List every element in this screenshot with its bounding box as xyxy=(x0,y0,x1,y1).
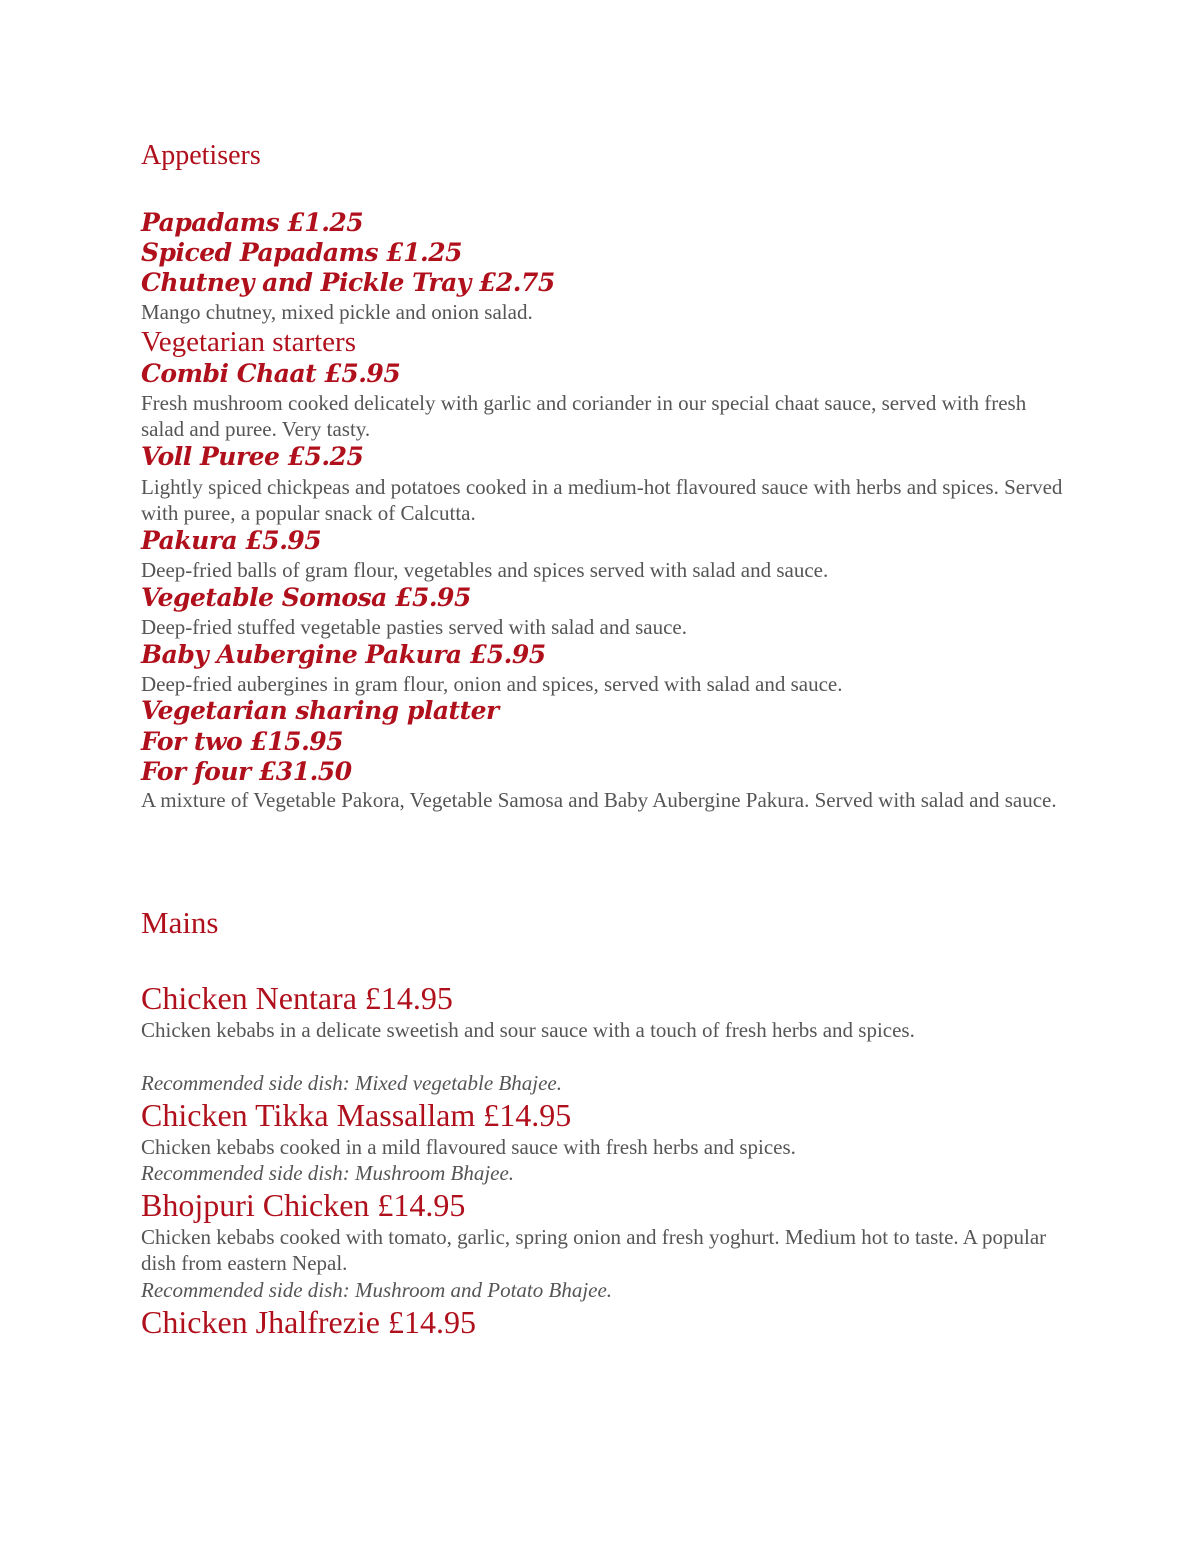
pakura-item: Pakura £5.95 xyxy=(141,526,322,555)
vegetarian-sharing-platter-item: Vegetarian sharing platter xyxy=(141,696,499,725)
chicken-tikka-massallam-item: Chicken Tikka Massallam £14.95 xyxy=(141,1097,572,1133)
pakura-description: Deep-fried balls of gram flour, vegetables and spices served with salad and sauce. xyxy=(141,558,829,582)
sharing-platter-for-four: For four £31.50 xyxy=(141,757,352,786)
bhojpuri-chicken-item: Bhojpuri Chicken £14.95 xyxy=(141,1187,466,1223)
appetisers-heading: Appetisers xyxy=(141,140,261,171)
vegetarian-starters-heading: Vegetarian starters xyxy=(141,326,356,358)
voll-puree-description: Lightly spiced chickpeas and potatoes cooked in a medium-hot flavoured sauce with herbs and spices. Served with puree, a popular snack of Calcutta. xyxy=(141,475,1063,525)
baby-aubergine-pakura-description: Deep-fried aubergines in gram flour, onion and spices, served with salad and sauce. xyxy=(141,672,843,696)
bhojpuri-chicken-description: Chicken kebabs cooked with tomato, garlic, spring onion and fresh yoghurt. Medium hot to taste. A popular dish from eastern Nepal. xyxy=(141,1225,1047,1275)
sharing-platter-for-two: For two £15.95 xyxy=(141,727,344,756)
chicken-nentara-item: Chicken Nentara £14.95 xyxy=(141,980,453,1016)
chicken-nentara-description: Chicken kebabs in a delicate sweetish and sour sauce with a touch of fresh herbs and spices. xyxy=(141,1018,915,1042)
spiced-papadams-item: Spiced Papadams £1.25 xyxy=(141,238,463,267)
combi-chaat-description: Fresh mushroom cooked delicately with garlic and coriander in our special chaat sauce, served with fresh salad and puree. Very tasty. xyxy=(141,391,1027,441)
chicken-tikka-massallam-recommendation: Recommended side dish: Mushroom Bhajee. xyxy=(141,1161,515,1185)
voll-puree-item: Voll Puree £5.25 xyxy=(141,442,364,471)
chicken-nentara-recommendation: Recommended side dish: Mixed vegetable Bhajee. xyxy=(141,1071,562,1095)
sharing-platter-description: A mixture of Vegetable Pakora, Vegetable Samosa and Baby Aubergine Pakura. Served with salad and sauce. xyxy=(141,788,1057,812)
bhojpuri-chicken-recommendation: Recommended side dish: Mushroom and Potato Bhajee. xyxy=(141,1278,613,1302)
chutney-tray-item: Chutney and Pickle Tray £2.75 xyxy=(141,268,555,297)
vegetable-somosa-description: Deep-fried stuffed vegetable pasties served with salad and sauce. xyxy=(141,615,687,639)
vegetable-somosa-item: Vegetable Somosa £5.95 xyxy=(141,583,471,612)
combi-chaat-item: Combi Chaat £5.95 xyxy=(141,359,401,388)
chicken-tikka-massallam-description: Chicken kebabs cooked in a mild flavoured sauce with fresh herbs and spices. xyxy=(141,1135,796,1159)
chicken-jhalfrezie-item: Chicken Jhalfrezie £14.95 xyxy=(141,1304,476,1340)
baby-aubergine-pakura-item: Baby Aubergine Pakura £5.95 xyxy=(141,640,546,669)
papadams-item: Papadams £1.25 xyxy=(141,208,364,237)
mains-heading: Mains xyxy=(141,905,219,940)
chutney-tray-description: Mango chutney, mixed pickle and onion salad. xyxy=(141,300,533,324)
